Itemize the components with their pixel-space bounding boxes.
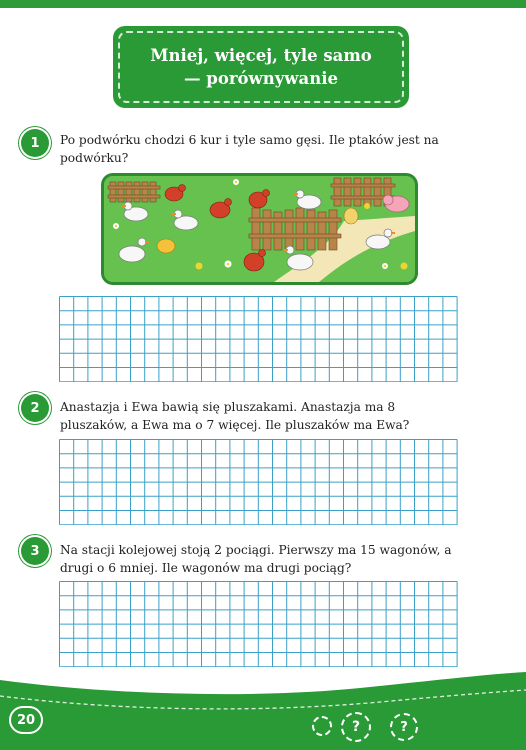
answer-grid-2[interactable]	[59, 439, 458, 525]
question-mark-icon-small: ?	[390, 713, 418, 741]
task-number-badge-1: 1	[21, 129, 49, 157]
answer-grid-1[interactable]	[59, 296, 458, 382]
footer-wave	[0, 668, 526, 750]
task-1-text: Po podwórku chodzi 6 kur i tyle samo gęsi. Ile ptaków jest na podwórku?	[60, 133, 439, 165]
task-number-badge-3: 3	[21, 537, 49, 565]
title-banner	[113, 26, 409, 108]
dashed-circle-icon	[312, 716, 332, 736]
page-number: 20	[9, 706, 43, 734]
task-3-text: Na stacji kolejowej stoją 2 pociągi. Pierwszy ma 15 wagonów, a drugi o 6 mniej. Ile wagonów ma drugi pociąg?	[60, 543, 452, 575]
task-2-text: Anastazja i Ewa bawią się pluszakami. Anastazja ma 8 pluszaków, a Ewa ma o 7 więcej. Ile pluszaków ma Ewa?	[60, 400, 410, 432]
task-number-badge-2: 2	[21, 394, 49, 422]
page-title-line-1: Mniej, więcej, tyle samo	[150, 46, 372, 65]
question-mark-icon: ?	[341, 712, 371, 742]
farmyard-illustration	[101, 173, 418, 285]
top-bar	[0, 0, 526, 8]
answer-grid-3[interactable]	[59, 581, 458, 667]
page-title-line-2: — porównywanie	[184, 69, 338, 88]
